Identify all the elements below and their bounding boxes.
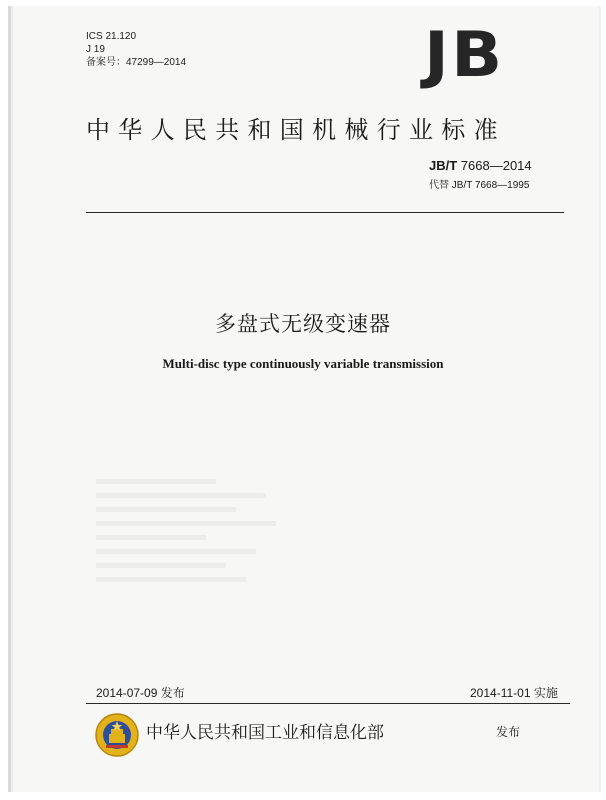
classification-block bbox=[86, 30, 186, 69]
standard-category-title: 中华人民共和国机械行业标准 bbox=[86, 116, 506, 144]
issuer-suffix: 发布 bbox=[496, 725, 521, 739]
sheet-edge bbox=[599, 6, 601, 792]
replaces-standard: 代替 JB/T 7668—1995 bbox=[429, 180, 530, 191]
filing-number: 备案号：47299—2014 bbox=[86, 57, 187, 68]
ccs-code: J 19 bbox=[86, 44, 105, 55]
jb-logo: JB bbox=[424, 18, 505, 91]
standard-number bbox=[429, 158, 532, 173]
ics-code: ICS 21.120 bbox=[86, 31, 137, 42]
issue-date: 2014-07-09 发布 bbox=[96, 686, 185, 700]
issuing-authority: 中华人民共和国工业和信息化部 bbox=[146, 723, 384, 743]
national-emblem-icon bbox=[94, 712, 140, 758]
document-title-english: Multi-disc type continuously variable transmission bbox=[162, 356, 444, 371]
footer-divider bbox=[86, 703, 570, 704]
standard-number-block bbox=[429, 158, 532, 191]
document-title-chinese: 多盘式无级变速器 bbox=[215, 312, 391, 336]
header-divider bbox=[86, 212, 564, 213]
implementation-date: 2014-11-01 实施 bbox=[470, 686, 558, 700]
show-through-texture bbox=[96, 470, 296, 670]
standard-prefix: JB/T bbox=[429, 158, 458, 173]
standard-code: 7668—2014 bbox=[460, 158, 532, 173]
